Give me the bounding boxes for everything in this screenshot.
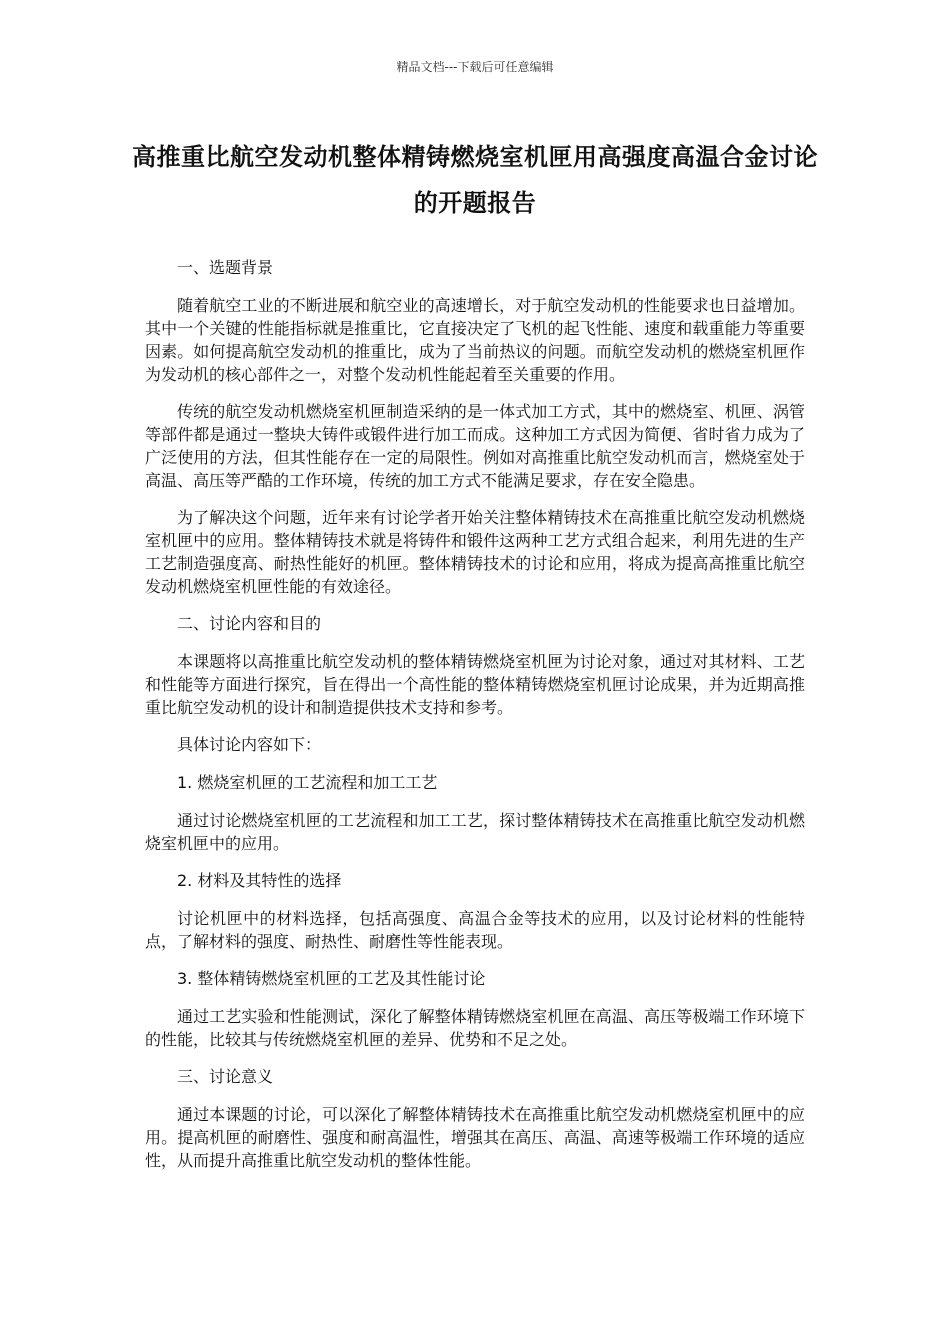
section-heading-content: 二、讨论内容和目的 (177, 614, 322, 633)
subheading-list-intro: 具体讨论内容如下： (177, 735, 322, 754)
paragraph: 通过本课题的讨论，可以深化了解整体精铸技术在高推重比航空发动机燃烧室机匣中的应用。提高机匣的耐磨性、强度和耐高温性，增强其在高压、高温、高速等极端工作环境的适应性，从而提升高推重比航空发动机的整体性能。 (145, 1105, 805, 1170)
subheading-item-2: 2. 材料及其特性的选择 (177, 871, 342, 890)
section-heading-significance: 三、讨论意义 (177, 1067, 274, 1086)
paragraph: 通过工艺实验和性能测试，深化了解整体精铸燃烧室机匣在高温、高压等极端工作环境下的性能，比较其与传统燃烧室机匣的差异、优势和不足之处。 (145, 1007, 805, 1049)
subheading-item-3: 3. 整体精铸燃烧室机匣的工艺及其性能讨论 (177, 969, 486, 988)
section-heading-background: 一、选题背景 (177, 258, 274, 277)
paragraph: 通过讨论燃烧室机匣的工艺流程和加工工艺，探讨整体精铸技术在高推重比航空发动机燃烧室机匣中的应用。 (145, 811, 805, 853)
paragraph: 讨论机匣中的材料选择，包括高强度、高温合金等技术的应用，以及讨论材料的性能特点，了解材料的强度、耐热性、耐磨性等性能表现。 (145, 909, 805, 951)
document-body (145, 256, 805, 1186)
subheading-item-1: 1. 燃烧室机匣的工艺流程和加工工艺 (177, 773, 438, 792)
paragraph: 传统的航空发动机燃烧室机匣制造采纳的是一体式加工方式，其中的燃烧室、机匣、涡管等部件都是通过一整块大铸件或锻件进行加工而成。这种加工方式因为简便、省时省力成为了广泛使用的方法，但其性能存在一定的局限性。例如对高推重比航空发动机而言，燃烧室处于高温、高压等严酷的工作环境，传统的加工方式不能满足要求，存在安全隐患。 (145, 402, 805, 490)
paragraph: 本课题将以高推重比航空发动机的整体精铸燃烧室机匣为讨论对象，通过对其材料、工艺和性能等方面进行探究，旨在得出一个高性能的整体精铸燃烧室机匣讨论成果，并为近期高推重比航空发动机的设计和制造提供技术支持和参考。 (145, 652, 805, 717)
header-note: 精品文档---下载后可任意编辑 (396, 60, 554, 74)
paragraph: 随着航空工业的不断进展和航空业的高速增长，对于航空发动机的性能要求也日益增加。其中一个关键的性能指标就是推重比，它直接决定了飞机的起飞性能、速度和载重能力等重要因素。如何提高航空发动机的推重比，成为了当前热议的问题。而航空发动机的燃烧室机匣作为发动机的核心部件之一，对整个发动机性能起着至关重要的作用。 (145, 296, 805, 384)
document-title: 高推重比航空发动机整体精铸燃烧室机匣用高强度高温合金讨论的开题报告 (132, 143, 818, 217)
paragraph: 为了解决这个问题，近年来有讨论学者开始关注整体精铸技术在高推重比航空发动机燃烧室机匣中的应用。整体精铸技术就是将铸件和锻件这两种工艺方式组合起来，利用先进的生产工艺制造强度高、耐热性能好的机匣。整体精铸技术的讨论和应用，将成为提高高推重比航空发动机燃烧室机匣性能的有效途径。 (145, 508, 805, 596)
